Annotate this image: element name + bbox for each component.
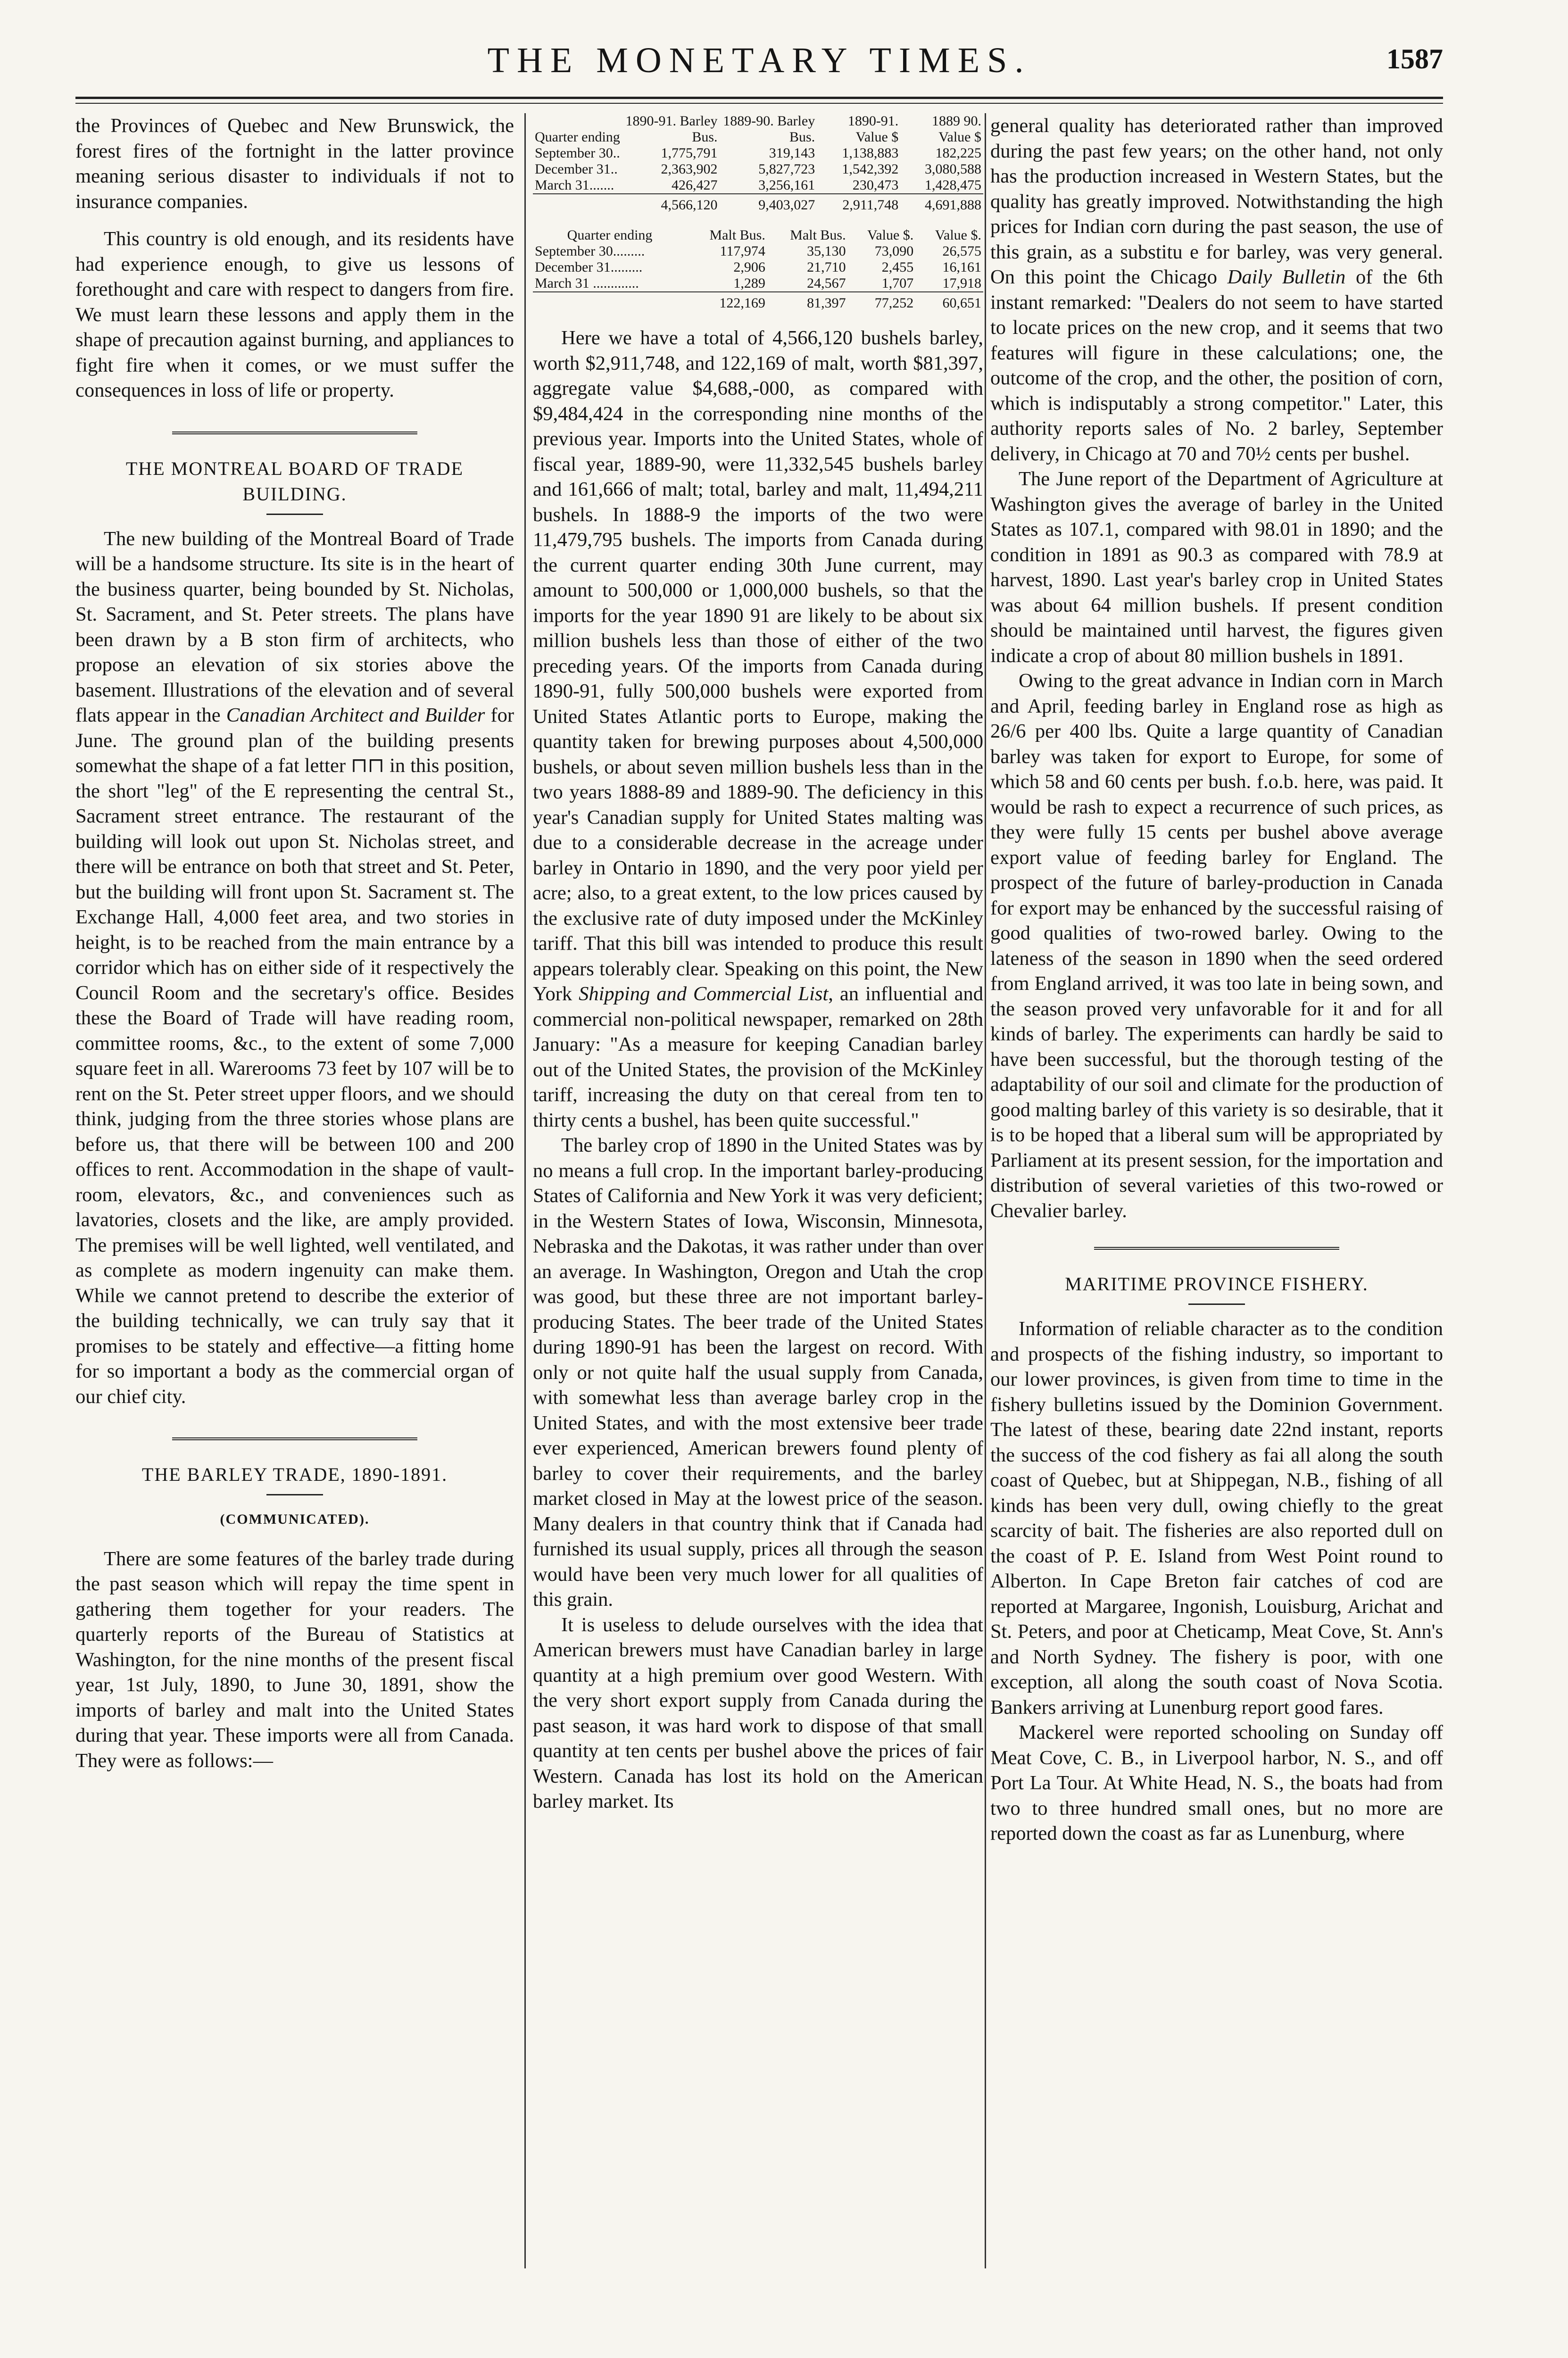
table-cell: 319,143: [769, 145, 815, 161]
table-cell: 4,691,888: [900, 194, 983, 213]
column-1: [75, 113, 514, 1773]
section-rule: [172, 1437, 417, 1443]
publication-title: Shipping and Commercial List: [579, 983, 829, 1005]
heading-underline: [266, 514, 323, 515]
table-header: Value $.: [867, 227, 914, 243]
table-row: [533, 145, 983, 161]
table-header: Value $.: [935, 227, 981, 243]
table-cell: 2,455: [881, 259, 914, 275]
table-cell: 17,918: [915, 275, 983, 292]
table-row: [533, 259, 983, 275]
article-paragraph: Owing to the great advance in Indian corn in March and April, feeding barley in England rose as high as 26/6 per 400 lbs. Quite a large quantity of Canadian barley was taken for export to Europe, for some of which 58 and 60 cents per bush. f.o.b. here, was paid. It would be rash to expect a recurrence of such prices, as they were fully 15 cents per bushel above average export value of feeding barley for England. The prospect of the future of barley-production in Canada for export may be enhanced by the successful raising of good qualities of two-rowed barley. Owing to the lateness of the season in 1890 when the seed ordered from England arrived, it was too late in being sown, and the season proved very unfavorable for it and for all kinds of barley. The experiments can hardly be said to have been successful, but the thorough testing of the adaptability of our soil and climate for the production of good malting barley of this variety is so desirable, that it is to be hoped that a liberal sum will be appropriated by Parliament at its present session, for the importation and distribution of several varieties of this two-rowed or Chevalier barley.: [990, 670, 1443, 1222]
table-cell: 2,906: [733, 259, 765, 275]
table-row: [533, 177, 983, 194]
article-heading: THE MONTREAL BOARD OF TRADE BUILDING.: [125, 457, 464, 505]
table-cell: 1,707: [848, 275, 916, 292]
table-cell: 81,397: [767, 292, 848, 311]
table-cell: 2,363,902: [661, 161, 718, 177]
article-paragraph: [533, 325, 983, 1133]
table-cell: 9,403,027: [720, 194, 817, 213]
table-cell: December 31.........: [535, 259, 643, 275]
article-paragraph: It is useless to delude ourselves with the idea that American brewers must have Canadian barley in large quantity at a high premium over good Western. With the very short export supply from Canada during the past season, it was hard work to dispose of that small quantity at ten cents per bushel above the prices of fair Western. Canada has lost its hold on the American barley market. Its: [533, 1613, 983, 1812]
table-header: 1890-91. Barley Bus.: [625, 113, 718, 145]
article-heading: MARITIME PROVINCE FISHERY.: [1065, 1273, 1369, 1295]
table-cell: 21,710: [807, 259, 846, 275]
section-rule: [1094, 1247, 1339, 1253]
article-paragraph: [990, 113, 1443, 466]
publication-title: Canadian Architect and Builder: [226, 704, 485, 726]
table-header: Malt Bus.: [790, 227, 846, 243]
table-cell: March 31 .............: [533, 275, 687, 292]
article-paragraph: [75, 526, 514, 1410]
masthead-title: THE MONETARY TIMES.: [487, 41, 1031, 80]
text-run: for June. The ground plan of the building presents somewhat the shape of a fat letter ⊓⊓ in this position, the short "leg" of the E representing the central St., Sacrament street entrance. The restaurant of the building will look out upon St. Nicholas street, and there will be entrance on both that street and St. Peter, but the building will front upon St. Sacrament st. The Exchange Hall, 4,000 feet area, and two stories in height, is to be reached from the main entrance by a corridor which has on either side of it respectively the Council Room and the secretary's office. Besides these the Board of Trade will have reading room, committee rooms, &c., to the extent of some 7,000 square feet in all. Warerooms 73 feet by 107 will be to rent on the St. Peter street upper floors, and we should think, judging from the three stories whose plans are before us, that there will be between 100 and 200 offices to rent. Accommodation in the shape of vault-room, elevators, &c., and conveniences such as lavatories, closets and the like, are amply provided. The premises will be well lighted, well ventilated, and as complete as modern ingenuity can make them. While we cannot pretend to describe the exterior of the building technically, we can truly say that it promises to be stately and effective—a fitting home for so important a body as the commercial organ of our chief city.: [75, 704, 514, 1408]
table-cell: 3,256,161: [720, 177, 817, 194]
table-total-row: [533, 194, 983, 213]
table-cell: 24,567: [767, 275, 848, 292]
column-divider: [985, 113, 986, 2268]
text-run: of the 6th instant remarked: "Dealers do not seem to have started to locate prices on the new crop, and it seems that two features will figure in these calculations; one, the outcome of the crop, and the other, the position of corn, which is indisputably a strong competitor." Later, this authority reports sales of No. 2 barley, September delivery, in Chicago at 70 and 70½ cents per bushel.: [990, 266, 1443, 465]
table-header: 1890-91. Value $: [847, 113, 899, 145]
table-header: Quarter ending: [535, 129, 620, 145]
table-cell: 426,427: [622, 177, 720, 194]
table-header: 1889 90. Value $: [932, 113, 981, 145]
table-cell: 1,542,392: [842, 161, 899, 177]
table-cell: [533, 292, 687, 311]
table-cell: December 31..: [535, 161, 618, 177]
heading-underline: [266, 1494, 323, 1495]
article-paragraph: the Provinces of Quebec and New Brunswick, the forest fires of the fortnight in the latter province meaning serious disaster to individuals if not to insurance companies.: [75, 115, 514, 213]
text-run: The new building of the Montreal Board of Trade will be a handsome structure. Its site is in the heart of the business quarter, being bounded by St. Nicholas, St. Sacrament, and St. Peter streets. The plans have been drawn by a B ston firm of architects, who propose an elevation of six stories above the basement. Illustrations of the elevation and of several flats appear in the: [75, 527, 514, 726]
heading-underline: [1188, 1304, 1245, 1305]
article-paragraph: Information of reliable character as to the condition and prospects of the fishing industry, so important to our lower provinces, is given from time to time in the fishery bulletins issued by the Dominion Government. The latest of these, bearing date 22nd instant, reports the success of the cod fishery as fai all along the south coast of Quebec, but at Shippegan, N.B., fishing of all kinds has been very dull, owing chiefly to the great scarcity of bait. The fisheries are also reported dull on the coast of P. E. Island from West Point round to Alberton. In Cape Breton fair catches of cod are reported at Margaree, Ingonish, Louisburg, Arichat and St. Peters, and poor at Cheticamp, Meat Cove, St. Ann's and North Sydney. The fishery is poor, with one exception, all along the south coast of Nova Scotia. Bankers arriving at Lunenburg report good fares.: [990, 1318, 1443, 1719]
table-cell: 230,473: [817, 177, 900, 194]
masthead: [75, 40, 1443, 92]
table-header: Malt Bus.: [709, 227, 765, 243]
table-cell: 182,225: [935, 145, 981, 161]
publication-title: Daily Bulletin: [1227, 266, 1346, 288]
table-cell: 73,090: [874, 243, 914, 259]
column-3: [990, 113, 1443, 1846]
table-cell: 60,651: [915, 292, 983, 311]
barley-imports-table: [533, 113, 983, 213]
article-paragraph: This country is old enough, and its residents have had experience enough, to give us lessons of forethought and care with respect to dangers from fire. We must learn these lessons and apply them in the shape of precaution against burning, and appliances to fight fire when it comes, or we must suffer the consequences in loss of life or property.: [75, 228, 514, 401]
table-cell: 35,130: [807, 243, 846, 259]
malt-imports-table: [533, 227, 983, 311]
article-paragraph: The barley crop of 1890 in the United States was by no means a full crop. In the important barley-producing States of California and New York it was very deficient; in the Western States of Iowa, Wisconsin, Minnesota, Nebraska and the Dakotas, it was rather under than over an average. In Washington, Oregon and Utah the crop was good, but these three are not important barley-producing States. The beer trade of the United States during 1890-91 has been the largest on record. With only or not quite half the usual supply from Canada, with somewhat less than average barley crop in the United States, and with the most extensive beer trade ever experienced, American brewers found plenty of barley to cover their requirements, and the barley market closed in May at the lowest price of the season. Many dealers in that country think that if Canada had furnished its usual supply, prices all through the season would have been very much lower for all qualities of this grain.: [533, 1134, 983, 1611]
column-divider: [524, 113, 526, 2268]
article-heading: THE BARLEY TRADE, 1890-1891.: [141, 1464, 448, 1485]
table-row: [533, 161, 983, 177]
article-paragraph: The June report of the Department of Agriculture at Washington gives the average of barley in the United States as 107.1, compared with 98.01 in 1890; and the condition in 1891 as 90.3 as compared with 78.9 at harvest, 1890. Last year's barley crop in United States was about 64 million bushels. If present condition should be maintained until harvest, the figures given indicate a crop of about 80 million bushels in 1891.: [990, 468, 1443, 667]
column-2: [533, 113, 983, 1814]
table-cell: 122,169: [687, 292, 767, 311]
table-cell: 77,252: [848, 292, 916, 311]
article-byline: (COMMUNICATED).: [220, 1511, 370, 1527]
table-cell: 117,974: [720, 243, 765, 259]
table-header: Quarter ending: [567, 227, 653, 243]
table-cell: [533, 194, 622, 213]
page-number: 1587: [1386, 43, 1443, 75]
table-row: [533, 275, 983, 292]
table-cell: 1,289: [687, 275, 767, 292]
article-paragraph: Mackerel were reported schooling on Sunday off Meat Cove, C. B., in Liverpool harbor, N. S., and off Port La Tour. At White Head, N. S., the boats had from two to three hundred small ones, but no more are reported down the coast as far as Lunenburg, where: [990, 1721, 1443, 1844]
masthead-rule: [75, 97, 1443, 104]
table-cell: 1,138,883: [842, 145, 899, 161]
text-run: general quality has deteriorated rather than improved during the past few years; on the other hand, not only has the production increased in Western States, but the quality has greatly improved. Notwithstanding the high prices for Indian corn during the past season, the use of this grain, as a substitu e for barley, was very general. On this point the Chicago: [990, 115, 1443, 288]
table-cell: 1,428,475: [900, 177, 983, 194]
table-header: 1889-90. Barley Bus.: [723, 113, 815, 145]
table-cell: September 30..: [535, 145, 620, 161]
article-paragraph: There are some features of the barley trade during the past season which will repay the time spent in gathering them together for your readers. The quarterly reports of the Bureau of Statistics at Washington, for the nine months of the present fiscal year, 1st July, 1890, to June 30, 1891, show the imports of barley and malt into the United States during that year. These imports were all from Canada. They were as follows:—: [75, 1547, 514, 1772]
table-row: [533, 243, 983, 259]
table-cell: 5,827,723: [758, 161, 815, 177]
section-rule: [172, 432, 417, 437]
text-run: Here we have a total of 4,566,120 bushels barley, worth $2,911,748, and 122,169 of malt, worth $81,397, aggregate value $4,688,-000, as compared with $9,484,424 in the corresponding nine months of the previous year. Imports into the United States, whole of fiscal year, 1889-90, were 11,332,545 bushels barley and 161,666 of malt; total, barley and malt, 11,494,211 bushels. In 1888-9 the imports of the two were 11,479,795 bushels. The imports from Canada during the current quarter ending 30th June current, may amount to 500,000 or 1,000,000 bushels, so that the imports for the year 1890 91 are likely to be about six million bushels less than those of either of the two preceding years. Of the imports from Canada during 1890-91, fully 500,000 bushels were exported from United States Atlantic ports to Europe, making the quantity taken for brewing purposes about 4,500,000 bushels, or about seven million bushels less than in the two years 1888-89 and 1889-90. The deficiency in this year's Canadian supply for United States malting was due to a considerable decrease in the acreage under barley in Ontario in 1890, and the very poor yield per acre; also, to a great extent, to the low prices caused by the exclusive rate of duty imposed under the McKinley tariff. That this bill was intended to produce this result appears tolerably clear. Speaking on this point, the New York: [533, 327, 983, 1005]
text-run: , an influential and commercial non-political newspaper, remarked on 28th January: "As a measure for keeping Canadian barley out of the United States, the provision of the McKinley tariff, increasing the duty on that cereal from ten to thirty cents a bushel, has been quite successful.": [533, 983, 984, 1131]
table-cell: 16,161: [942, 259, 981, 275]
table-total-row: [533, 292, 983, 311]
table-cell: 1,775,791: [661, 145, 718, 161]
table-cell: 26,575: [942, 243, 981, 259]
table-cell: 4,566,120: [622, 194, 720, 213]
table-cell: 3,080,588: [925, 161, 981, 177]
table-cell: March 31.......: [533, 177, 622, 194]
table-cell: September 30.........: [535, 243, 645, 259]
table-cell: 2,911,748: [817, 194, 900, 213]
